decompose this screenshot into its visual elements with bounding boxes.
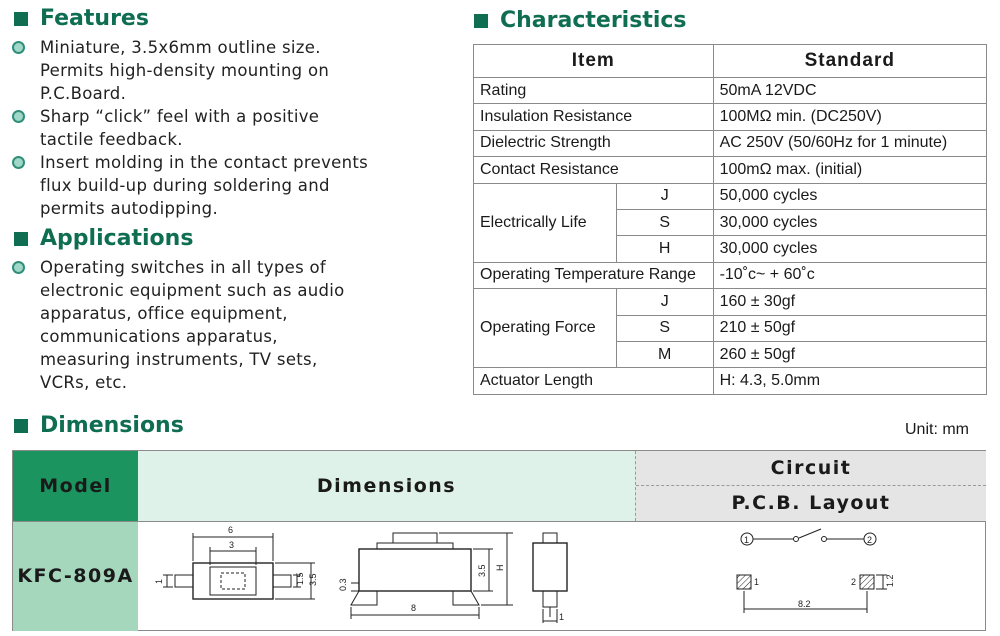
list-item: Sharp “click” feel with a positive tactile feedback. bbox=[10, 105, 370, 151]
row-label: Dielectric Strength bbox=[474, 130, 714, 156]
model-header: Model bbox=[13, 451, 138, 521]
dim-label: 3 bbox=[229, 540, 235, 550]
dim-label: 1.5 bbox=[295, 572, 305, 585]
model-value: KFC-809A bbox=[13, 521, 138, 631]
table-row bbox=[474, 104, 987, 130]
dimension-drawings bbox=[13, 521, 985, 631]
table-row bbox=[474, 157, 987, 183]
circle-bullet-icon bbox=[12, 261, 25, 274]
characteristics-heading bbox=[474, 8, 687, 33]
list-item: Operating switches in all types of electronic equipment such as audio apparatus, office equipment, communications apparatus, measuring instruments, TV sets, VCRs, etc. bbox=[10, 256, 370, 394]
row-value: H: 4.3, 5.0mm bbox=[713, 368, 986, 394]
row-label: Contact Resistance bbox=[474, 157, 714, 183]
row-sub: M bbox=[616, 341, 713, 367]
square-bullet-icon bbox=[14, 12, 28, 26]
table-header-row bbox=[474, 45, 987, 78]
applications-heading bbox=[14, 226, 193, 251]
dim-label: 3.5 bbox=[477, 564, 487, 577]
unit-label: Unit: mm bbox=[905, 421, 969, 438]
pin-label: 2 bbox=[867, 535, 873, 545]
row-sub: J bbox=[616, 183, 713, 209]
circuit-drawing bbox=[741, 529, 876, 545]
row-value: 30,000 cycles bbox=[713, 209, 986, 235]
row-value: 50,000 cycles bbox=[713, 183, 986, 209]
row-value: 100mΩ max. (initial) bbox=[713, 157, 986, 183]
pin-label: 1 bbox=[744, 535, 750, 545]
row-value: 100MΩ min. (DC250V) bbox=[713, 104, 986, 130]
applications-title: Applications bbox=[40, 226, 194, 251]
pad-label: 1 bbox=[754, 577, 760, 587]
row-label: Actuator Length bbox=[474, 368, 714, 394]
list-item: Insert molding in the contact prevents flux build-up during soldering and permits autodipping. bbox=[10, 151, 370, 220]
circle-bullet-icon bbox=[12, 156, 25, 169]
square-bullet-icon bbox=[14, 232, 28, 246]
row-sub: S bbox=[616, 209, 713, 235]
row-sub: S bbox=[616, 315, 713, 341]
dimensions-title: Dimensions bbox=[40, 413, 184, 438]
circuit-header-cell bbox=[635, 451, 986, 521]
row-value: -10˚c~ + 60˚c bbox=[713, 262, 986, 288]
header-standard: Standard bbox=[713, 45, 986, 78]
pad-label: 2 bbox=[851, 577, 857, 587]
top-view-drawing bbox=[154, 525, 318, 599]
pcb-layout-drawing bbox=[737, 574, 895, 613]
table-row bbox=[474, 262, 987, 288]
characteristics-table bbox=[473, 44, 987, 395]
dim-label: 0.3 bbox=[338, 578, 348, 591]
dim-label: 8.2 bbox=[798, 599, 811, 609]
row-value: AC 250V (50/60Hz for 1 minute) bbox=[713, 130, 986, 156]
dim-label: 3.5 bbox=[308, 573, 318, 586]
features-title: Features bbox=[40, 6, 149, 31]
table-row bbox=[474, 183, 987, 209]
row-sub: J bbox=[616, 289, 713, 315]
dimensions-table bbox=[12, 450, 986, 631]
features-list bbox=[10, 36, 370, 220]
row-value: 210 ± 50gf bbox=[713, 315, 986, 341]
row-label: Rating bbox=[474, 78, 714, 104]
dimensions-header: Dimensions bbox=[138, 451, 635, 521]
header-item: Item bbox=[474, 45, 714, 78]
characteristics-title: Characteristics bbox=[500, 8, 687, 33]
dim-label: 8 bbox=[411, 603, 417, 613]
dimensions-heading bbox=[14, 413, 184, 438]
row-label: Insulation Resistance bbox=[474, 104, 714, 130]
dim-label: 1 bbox=[559, 612, 565, 622]
table-row bbox=[474, 130, 987, 156]
pcb-layout-header: P.C.B. Layout bbox=[731, 492, 891, 514]
table-row bbox=[474, 78, 987, 104]
row-label: Operating Temperature Range bbox=[474, 262, 714, 288]
row-sub: H bbox=[616, 236, 713, 262]
row-label: Operating Force bbox=[474, 289, 617, 368]
row-value: 260 ± 50gf bbox=[713, 341, 986, 367]
row-value: 50mA 12VDC bbox=[713, 78, 986, 104]
row-label: Electrically Life bbox=[474, 183, 617, 262]
row-value: 160 ± 30gf bbox=[713, 289, 986, 315]
features-heading bbox=[14, 6, 149, 31]
square-bullet-icon bbox=[474, 14, 488, 28]
dim-label: 6 bbox=[228, 525, 234, 535]
dim-label: 1 bbox=[154, 578, 164, 584]
list-item: Miniature, 3.5x6mm outline size. Permits high-density mounting on P.C.Board. bbox=[10, 36, 370, 105]
end-view-drawing bbox=[533, 533, 567, 623]
table-row bbox=[474, 289, 987, 315]
applications-list bbox=[10, 256, 370, 394]
circle-bullet-icon bbox=[12, 41, 25, 54]
table-row bbox=[474, 368, 987, 394]
dim-label: 1.2 bbox=[885, 574, 895, 587]
row-value: 30,000 cycles bbox=[713, 236, 986, 262]
dim-label: H bbox=[495, 564, 505, 571]
circle-bullet-icon bbox=[12, 110, 25, 123]
circuit-header: Circuit bbox=[636, 451, 986, 486]
square-bullet-icon bbox=[14, 419, 28, 433]
side-view-drawing bbox=[338, 533, 513, 619]
